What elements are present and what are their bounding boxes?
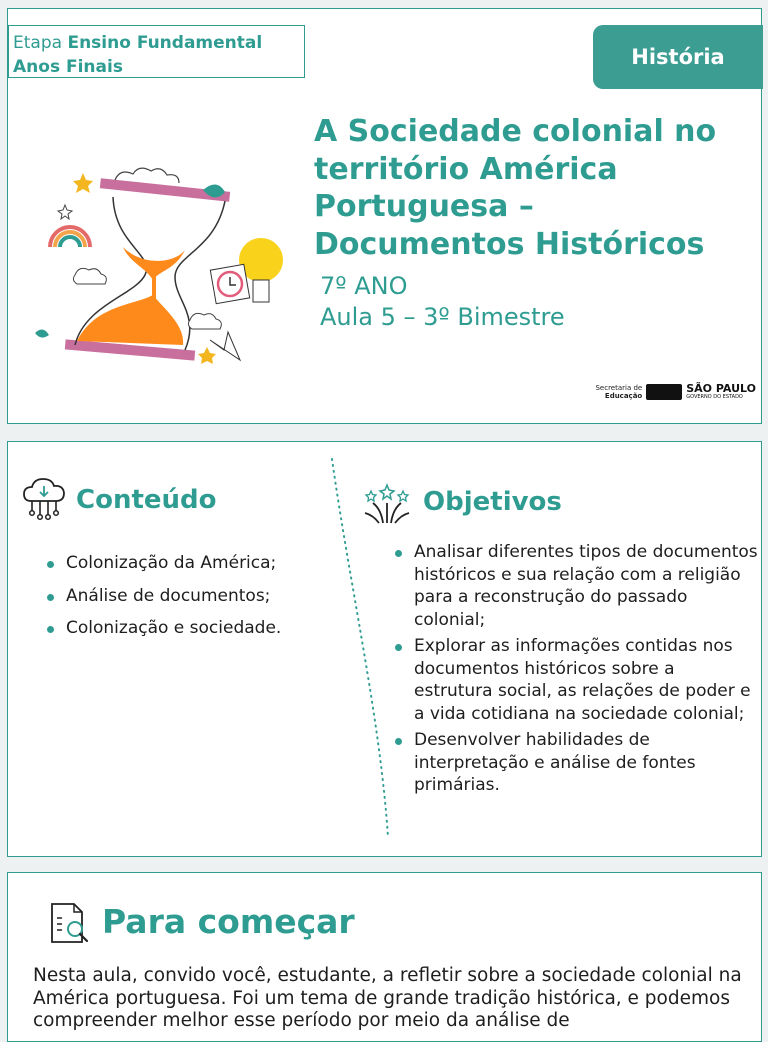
objectives-heading: [361, 477, 562, 527]
document-search-icon: [46, 896, 94, 946]
hourglass-illustration: [25, 155, 305, 399]
list-item: Colonização da América;: [44, 552, 324, 575]
start-heading-label: Para começar: [102, 901, 355, 941]
cloud-network-icon: [22, 477, 66, 523]
content-list: [44, 552, 324, 650]
secretaria-line2: Educação: [604, 392, 643, 400]
grade-label: 7º ANO: [320, 272, 408, 300]
list-item: Desenvolver habilidades de interpretação e análise de fontes primárias.: [392, 729, 758, 797]
content-heading-label: Conteúdo: [76, 485, 217, 515]
list-item: Colonização e sociedade.: [44, 617, 324, 640]
subject-label: História: [631, 45, 725, 69]
etapa-label: Etapa: [13, 33, 63, 53]
objectives-heading-label: Objetivos: [423, 487, 562, 517]
objectives-list: [392, 541, 758, 801]
list-item: Analisar diferentes tipos de documentos históricos e sua relação com a religião para a reconstrução do passado colonial;: [392, 541, 758, 631]
etapa-value-line2: Anos Finais: [13, 57, 123, 77]
sp-logo-icon: [646, 384, 682, 400]
state-sub: GOVERNO DO ESTADO: [686, 394, 743, 400]
state-label: [686, 383, 756, 401]
start-heading: [46, 896, 355, 946]
etapa-box: [8, 25, 305, 78]
column-divider: [330, 457, 390, 839]
sao-paulo-logo: [595, 383, 756, 401]
list-item: Explorar as informações contidas nos documentos históricos sobre a estrutura social, as relações de poder e a vida cotidiana na sociedade colonial;: [392, 635, 758, 725]
grade-info: [320, 271, 565, 333]
lesson-label: Aula 5 – 3º Bimestre: [320, 303, 565, 331]
state-name: SÃO PAULO: [686, 382, 756, 395]
secretaria-label: [595, 384, 642, 400]
secretaria-line1: Secretaria de: [595, 384, 643, 392]
content-heading: [22, 477, 217, 523]
start-paragraph: Nesta aula, convido você, estudante, a refletir sobre a sociedade colonial na América portuguesa. Foi um tema de grande tradição histórica, e podemos compreender melhor esse período por meio da análise de: [33, 965, 742, 1031]
list-item: Análise de documentos;: [44, 585, 324, 608]
etapa-value-line1: Ensino Fundamental: [67, 33, 263, 53]
lesson-title: A Sociedade colonial no território América Portuguesa – Documentos Históricos: [314, 114, 717, 262]
subject-tab: [593, 25, 763, 89]
